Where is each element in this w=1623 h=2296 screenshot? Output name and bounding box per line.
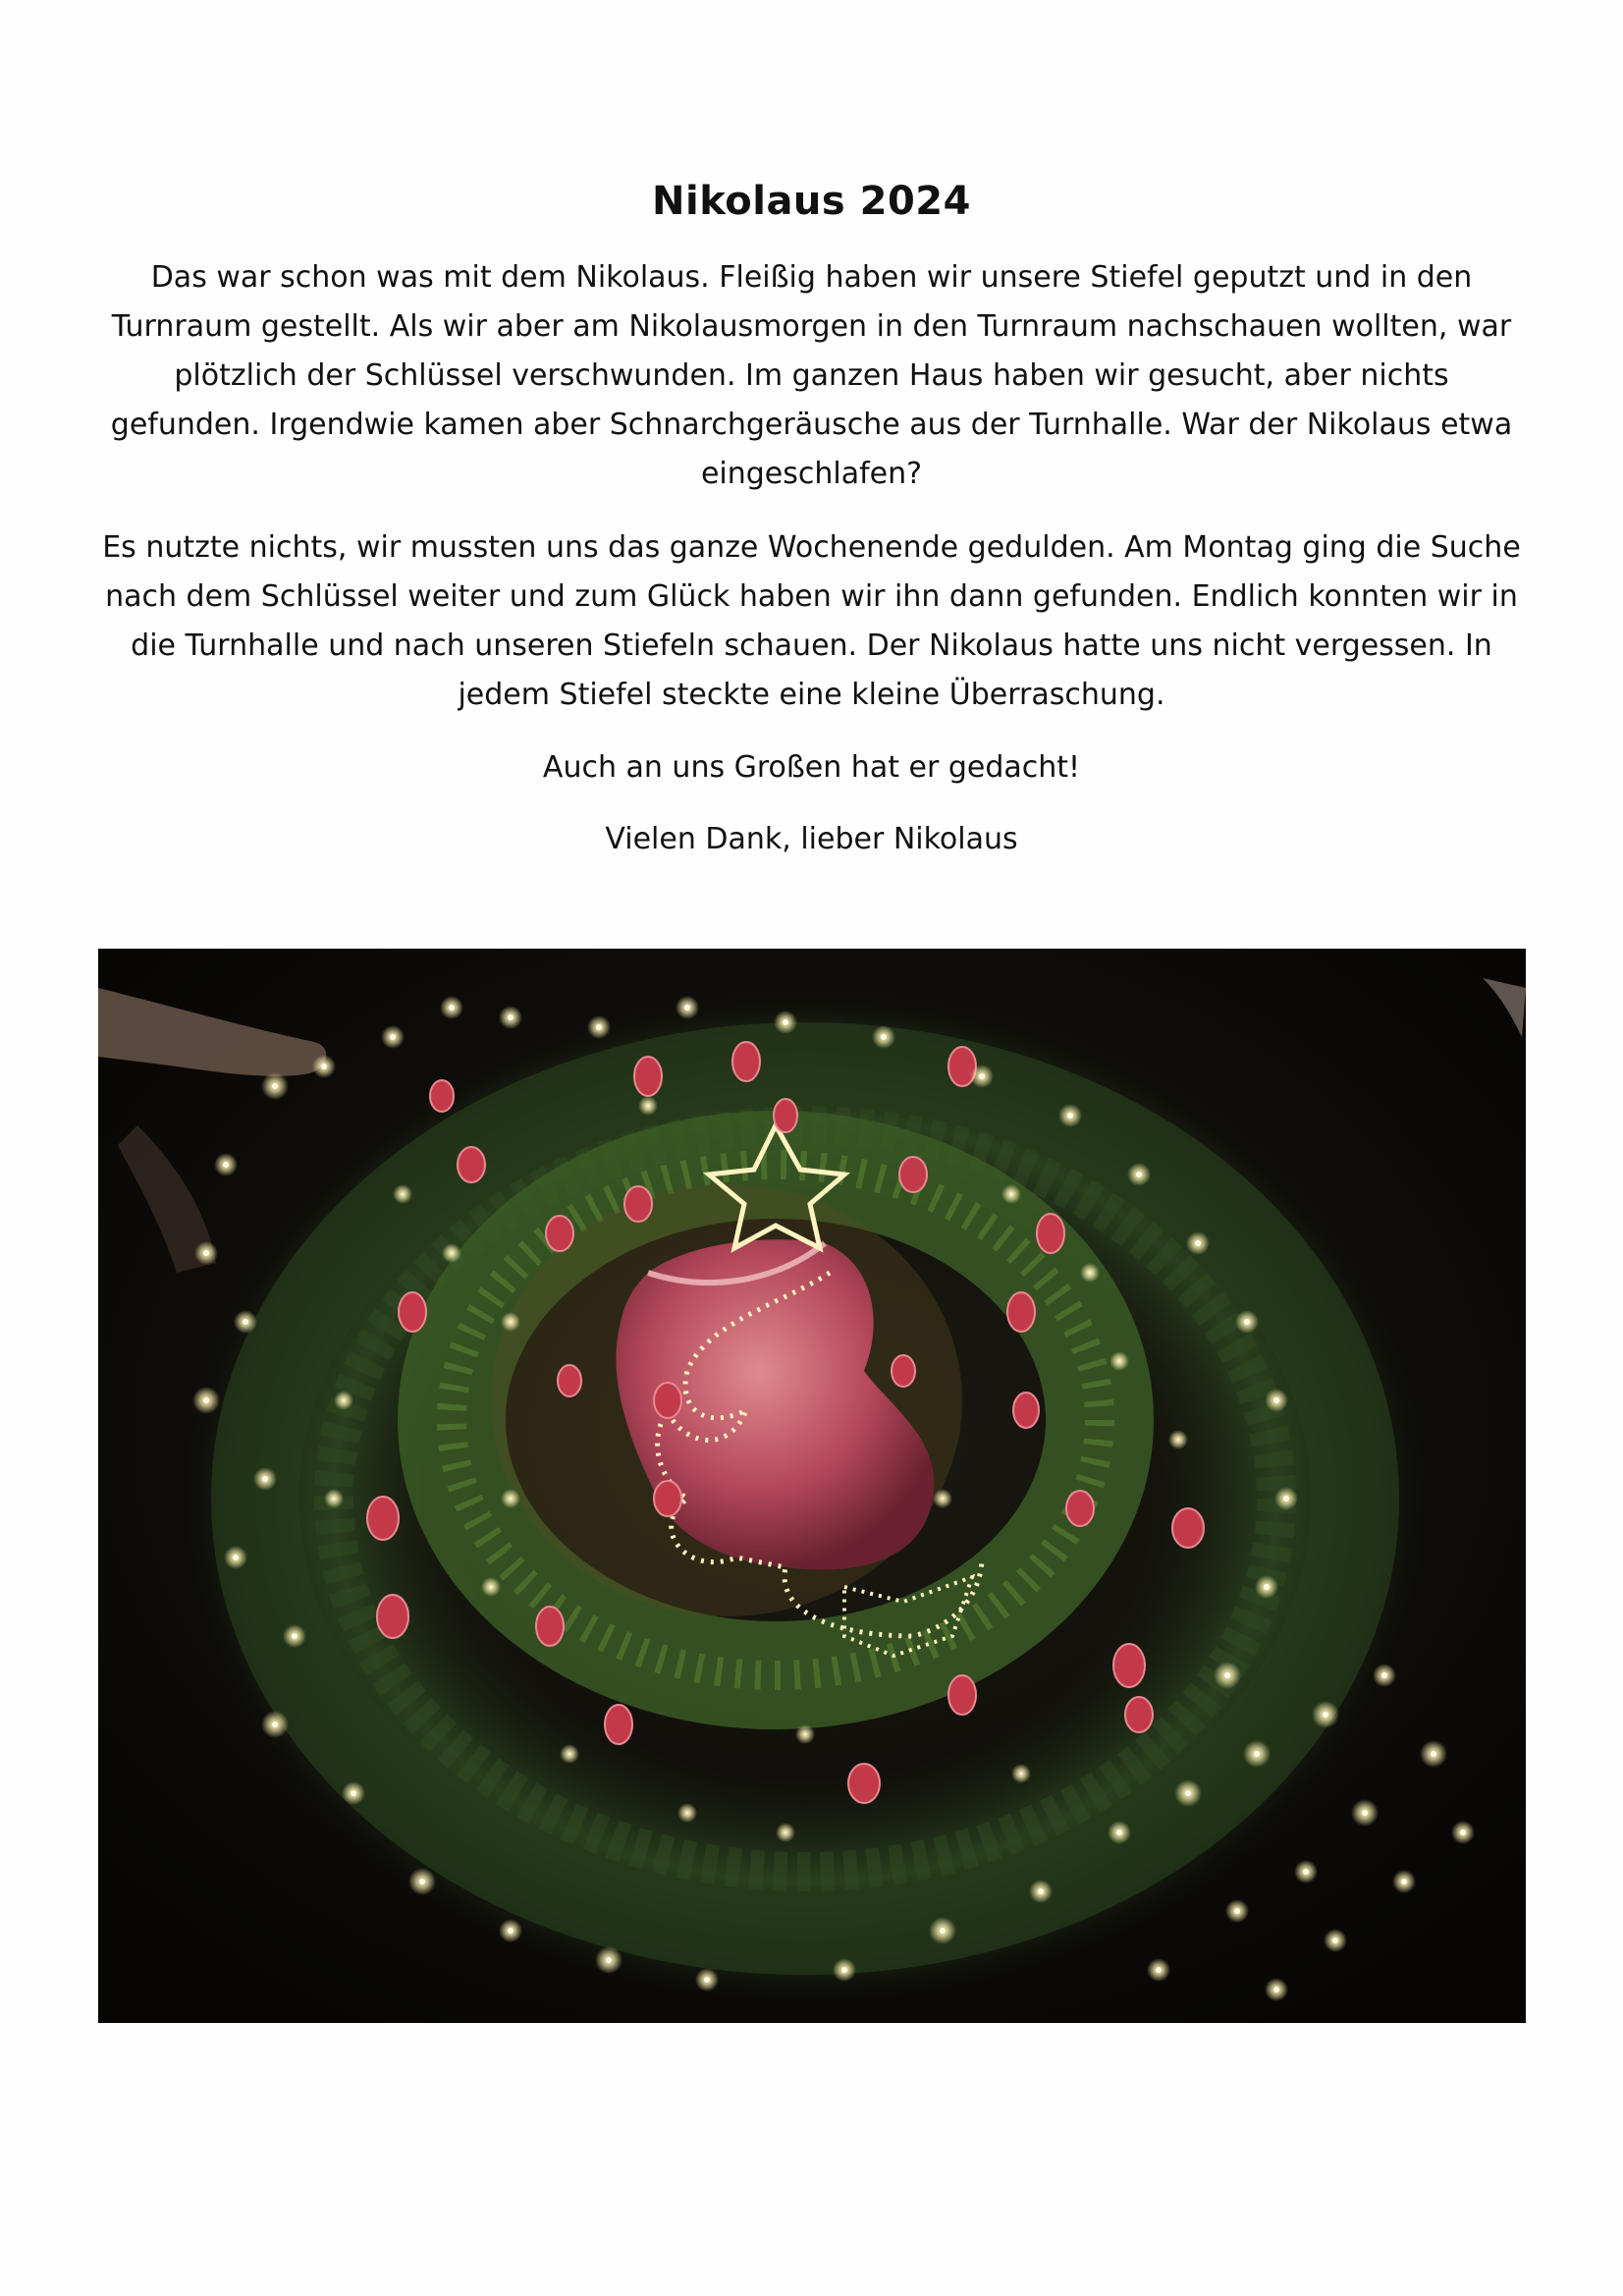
- paragraph-thanks-grown-ups: Auch an uns Großen hat er gedacht!: [542, 750, 1081, 785]
- wreath-illustration: [98, 949, 1526, 2023]
- page-title: Nikolaus 2024: [652, 178, 971, 224]
- paragraph-story-1: Das war schon was mit dem Nikolaus. Fleißig haben wir unsere Stiefel geputzt und in den Turnraum gestellt. Als wir aber am Nikolausmorgen in den Turnraum nachschauen wollten, war plötzlich der Schlüssel verschwunden. Im ganzen Haus haben wir gesucht, aber nichts gefunden. Irgendwie kamen aber Schnarchgeräusche aus der Turnhalle. War der Nikolaus etwa eingeschlafen?: [110, 260, 1513, 491]
- nikolaus-wreath-photo: [98, 949, 1526, 2023]
- paragraph-story-2: Es nutzte nichts, wir mussten uns das ganze Wochenende gedulden. Am Montag ging die Suche nach dem Schlüssel weiter und zum Glück haben wir ihn dann gefunden. Endlich konnten wir in die Turnhalle und nach unseren Stiefeln schauen. Der Nikolaus hatte uns nicht vergessen. In jedem Stiefel steckte eine kleine Überraschung.: [102, 530, 1521, 712]
- paragraph-closing: Vielen Dank, lieber Nikolaus: [605, 822, 1018, 856]
